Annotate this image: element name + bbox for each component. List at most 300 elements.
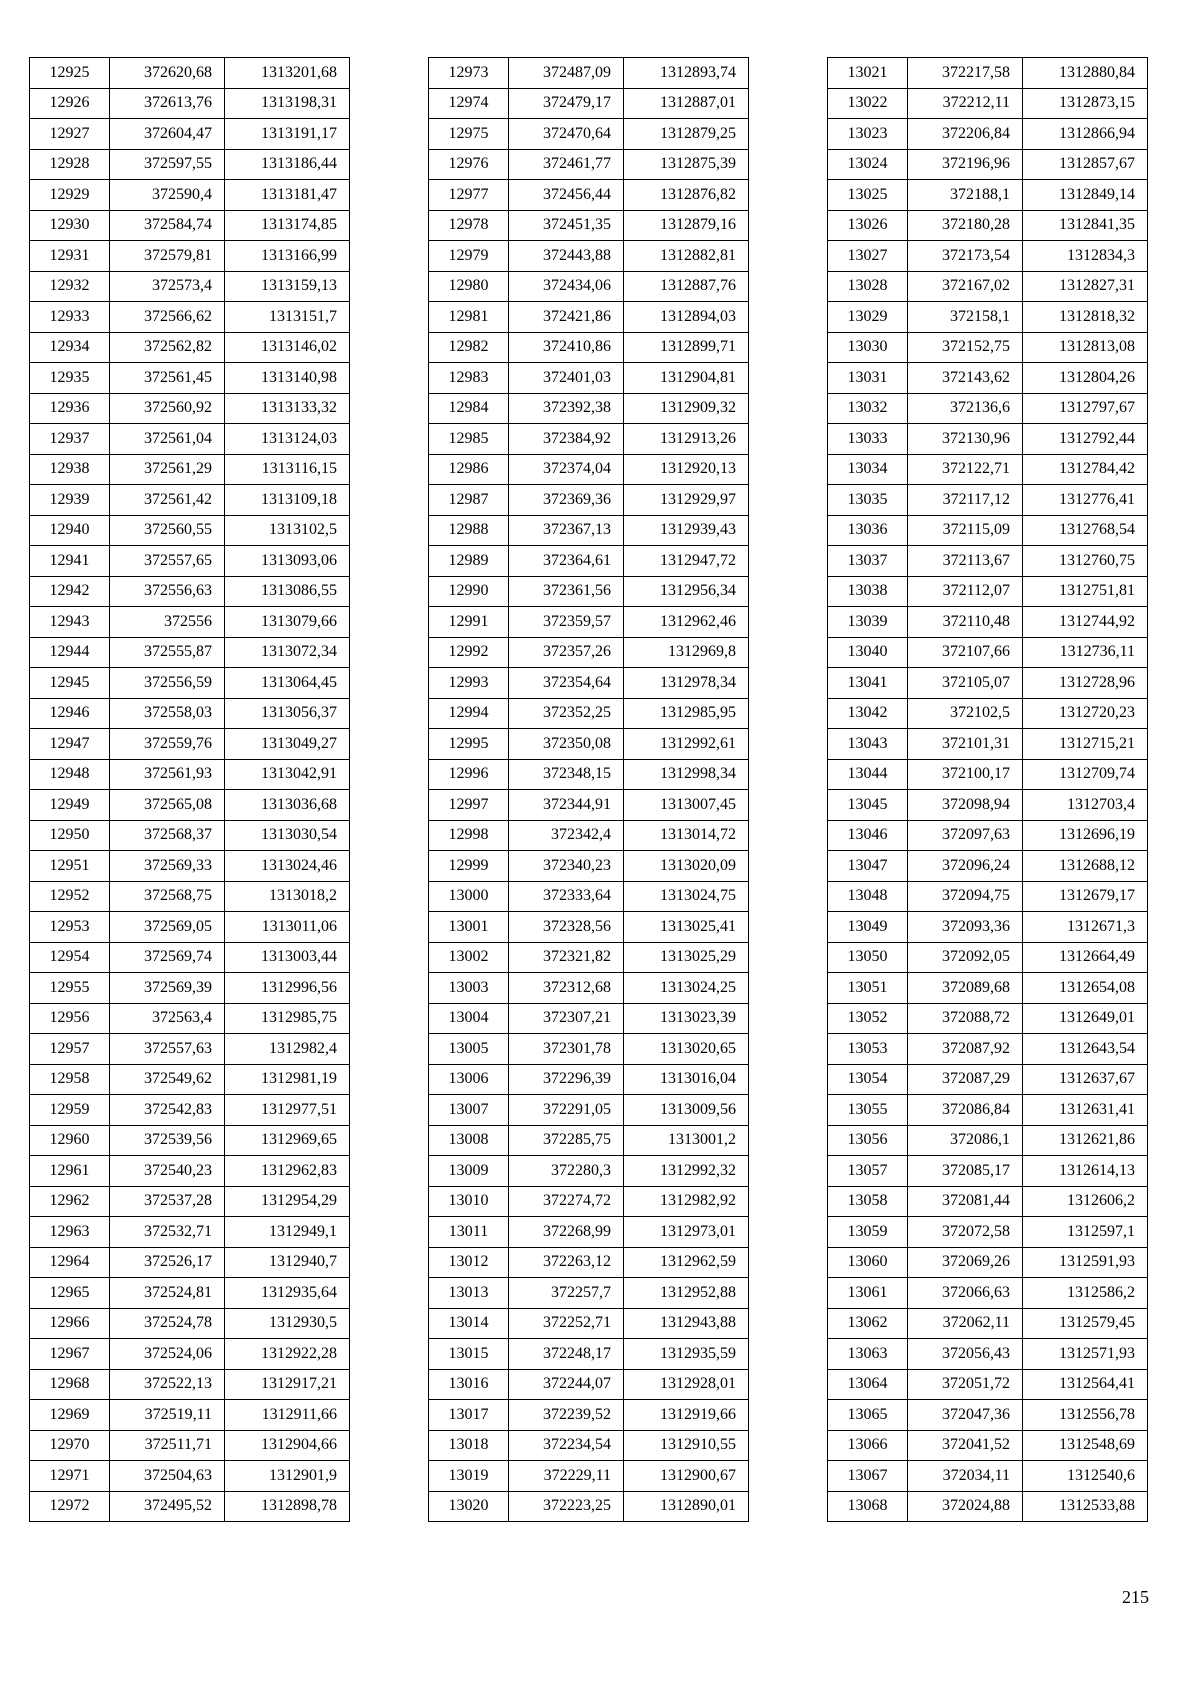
y-coordinate-cell: 1312919,66 — [624, 1400, 749, 1431]
table-row — [30, 515, 350, 546]
x-coordinate-cell: 372537,28 — [110, 1186, 225, 1217]
x-coordinate-cell: 372561,45 — [110, 363, 225, 394]
y-coordinate-cell: 1313020,65 — [624, 1034, 749, 1065]
x-coordinate-cell: 372519,11 — [110, 1400, 225, 1431]
y-coordinate-cell: 1312985,75 — [225, 1003, 350, 1034]
point-number-cell: 12933 — [30, 302, 110, 333]
y-coordinate-cell: 1312894,03 — [624, 302, 749, 333]
x-coordinate-cell: 372105,07 — [908, 668, 1023, 699]
table-row — [429, 1156, 749, 1187]
table-row — [828, 1064, 1148, 1095]
point-number-cell: 13048 — [828, 881, 908, 912]
table-row — [828, 1247, 1148, 1278]
point-number-cell: 12951 — [30, 851, 110, 882]
x-coordinate-cell: 372451,35 — [509, 210, 624, 241]
point-number-cell: 13050 — [828, 942, 908, 973]
point-number-cell: 12994 — [429, 698, 509, 729]
table-row — [828, 149, 1148, 180]
y-coordinate-cell: 1312956,34 — [624, 576, 749, 607]
table-row — [429, 1369, 749, 1400]
y-coordinate-cell: 1312952,88 — [624, 1278, 749, 1309]
x-coordinate-cell: 372558,03 — [110, 698, 225, 729]
table-row — [30, 1400, 350, 1431]
table-row — [429, 576, 749, 607]
x-coordinate-cell: 372524,78 — [110, 1308, 225, 1339]
table-row — [828, 698, 1148, 729]
x-coordinate-cell: 372560,92 — [110, 393, 225, 424]
table-row — [429, 1278, 749, 1309]
x-coordinate-cell: 372568,75 — [110, 881, 225, 912]
y-coordinate-cell: 1312982,4 — [225, 1034, 350, 1065]
x-coordinate-cell: 372102,5 — [908, 698, 1023, 729]
table-row — [828, 210, 1148, 241]
point-number-cell: 13045 — [828, 790, 908, 821]
point-number-cell: 13042 — [828, 698, 908, 729]
y-coordinate-cell: 1313025,41 — [624, 912, 749, 943]
point-number-cell: 13018 — [429, 1430, 509, 1461]
y-coordinate-cell: 1312540,6 — [1023, 1461, 1148, 1492]
x-coordinate-cell: 372556 — [110, 607, 225, 638]
x-coordinate-cell: 372557,65 — [110, 546, 225, 577]
point-number-cell: 12928 — [30, 149, 110, 180]
y-coordinate-cell: 1313049,27 — [225, 729, 350, 760]
point-number-cell: 13054 — [828, 1064, 908, 1095]
point-number-cell: 13024 — [828, 149, 908, 180]
y-coordinate-cell: 1312969,65 — [225, 1125, 350, 1156]
y-coordinate-cell: 1313174,85 — [225, 210, 350, 241]
point-number-cell: 12939 — [30, 485, 110, 516]
y-coordinate-cell: 1313009,56 — [624, 1095, 749, 1126]
table-row — [429, 485, 749, 516]
x-coordinate-cell: 372024,88 — [908, 1491, 1023, 1522]
x-coordinate-cell: 372495,52 — [110, 1491, 225, 1522]
y-coordinate-cell: 1312768,54 — [1023, 515, 1148, 546]
point-number-cell: 13029 — [828, 302, 908, 333]
point-number-cell: 13022 — [828, 88, 908, 119]
point-number-cell: 12991 — [429, 607, 509, 638]
y-coordinate-cell: 1312929,97 — [624, 485, 749, 516]
x-coordinate-cell: 372051,72 — [908, 1369, 1023, 1400]
y-coordinate-cell: 1312904,81 — [624, 363, 749, 394]
table-row — [429, 637, 749, 668]
x-coordinate-cell: 372566,62 — [110, 302, 225, 333]
coordinate-table-1 — [29, 57, 350, 1522]
y-coordinate-cell: 1312879,25 — [624, 119, 749, 150]
x-coordinate-cell: 372350,08 — [509, 729, 624, 760]
x-coordinate-cell: 372561,42 — [110, 485, 225, 516]
x-coordinate-cell: 372561,04 — [110, 424, 225, 455]
y-coordinate-cell: 1312922,28 — [225, 1339, 350, 1370]
point-number-cell: 12956 — [30, 1003, 110, 1034]
point-number-cell: 13053 — [828, 1034, 908, 1065]
y-coordinate-cell: 1313020,09 — [624, 851, 749, 882]
y-coordinate-cell: 1313023,39 — [624, 1003, 749, 1034]
table-row — [828, 515, 1148, 546]
table-row — [30, 607, 350, 638]
y-coordinate-cell: 1313198,31 — [225, 88, 350, 119]
table-row — [429, 1064, 749, 1095]
table-row — [828, 576, 1148, 607]
table-row — [429, 149, 749, 180]
y-coordinate-cell: 1313166,99 — [225, 241, 350, 272]
y-coordinate-cell: 1312910,55 — [624, 1430, 749, 1461]
table-row — [828, 332, 1148, 363]
point-number-cell: 12986 — [429, 454, 509, 485]
table-row — [429, 1095, 749, 1126]
table-row — [828, 1186, 1148, 1217]
point-number-cell: 12962 — [30, 1186, 110, 1217]
x-coordinate-cell: 372361,56 — [509, 576, 624, 607]
y-coordinate-cell: 1313072,34 — [225, 637, 350, 668]
table-row — [30, 576, 350, 607]
point-number-cell: 12958 — [30, 1064, 110, 1095]
x-coordinate-cell: 372569,33 — [110, 851, 225, 882]
table-row — [30, 210, 350, 241]
y-coordinate-cell: 1312930,5 — [225, 1308, 350, 1339]
point-number-cell: 12963 — [30, 1217, 110, 1248]
table-row — [429, 1034, 749, 1065]
y-coordinate-cell: 1312977,51 — [225, 1095, 350, 1126]
y-coordinate-cell: 1312882,81 — [624, 241, 749, 272]
x-coordinate-cell: 372556,63 — [110, 576, 225, 607]
table-row — [30, 302, 350, 333]
y-coordinate-cell: 1312982,92 — [624, 1186, 749, 1217]
point-number-cell: 12968 — [30, 1369, 110, 1400]
point-number-cell: 13068 — [828, 1491, 908, 1522]
x-coordinate-cell: 372094,75 — [908, 881, 1023, 912]
x-coordinate-cell: 372434,06 — [509, 271, 624, 302]
x-coordinate-cell: 372590,4 — [110, 180, 225, 211]
table-row — [429, 1308, 749, 1339]
table-row — [828, 973, 1148, 1004]
table-row — [30, 149, 350, 180]
table-row — [828, 881, 1148, 912]
point-number-cell: 13028 — [828, 271, 908, 302]
table-row — [828, 668, 1148, 699]
x-coordinate-cell: 372401,03 — [509, 363, 624, 394]
y-coordinate-cell: 1312940,7 — [225, 1247, 350, 1278]
point-number-cell: 12981 — [429, 302, 509, 333]
x-coordinate-cell: 372274,72 — [509, 1186, 624, 1217]
point-number-cell: 13012 — [429, 1247, 509, 1278]
x-coordinate-cell: 372069,26 — [908, 1247, 1023, 1278]
y-coordinate-cell: 1312920,13 — [624, 454, 749, 485]
x-coordinate-cell: 372088,72 — [908, 1003, 1023, 1034]
table-row — [429, 698, 749, 729]
point-number-cell: 13058 — [828, 1186, 908, 1217]
table-row — [828, 58, 1148, 89]
table-row — [828, 851, 1148, 882]
x-coordinate-cell: 372173,54 — [908, 241, 1023, 272]
table-row — [828, 1400, 1148, 1431]
y-coordinate-cell: 1312899,71 — [624, 332, 749, 363]
y-coordinate-cell: 1312606,2 — [1023, 1186, 1148, 1217]
y-coordinate-cell: 1312875,39 — [624, 149, 749, 180]
table-row — [828, 637, 1148, 668]
table-row — [429, 1247, 749, 1278]
table-row — [30, 1461, 350, 1492]
y-coordinate-cell: 1312913,26 — [624, 424, 749, 455]
y-coordinate-cell: 1312614,13 — [1023, 1156, 1148, 1187]
y-coordinate-cell: 1312901,9 — [225, 1461, 350, 1492]
point-number-cell: 13039 — [828, 607, 908, 638]
point-number-cell: 12988 — [429, 515, 509, 546]
x-coordinate-cell: 372096,24 — [908, 851, 1023, 882]
point-number-cell: 12937 — [30, 424, 110, 455]
table-row — [429, 58, 749, 89]
y-coordinate-cell: 1312954,29 — [225, 1186, 350, 1217]
x-coordinate-cell: 372086,84 — [908, 1095, 1023, 1126]
y-coordinate-cell: 1313024,46 — [225, 851, 350, 882]
table-row — [30, 1430, 350, 1461]
y-coordinate-cell: 1312688,12 — [1023, 851, 1148, 882]
table-row — [828, 1308, 1148, 1339]
point-number-cell: 12954 — [30, 942, 110, 973]
y-coordinate-cell: 1312631,41 — [1023, 1095, 1148, 1126]
y-coordinate-cell: 1313201,68 — [225, 58, 350, 89]
x-coordinate-cell: 372443,88 — [509, 241, 624, 272]
x-coordinate-cell: 372584,74 — [110, 210, 225, 241]
y-coordinate-cell: 1312744,92 — [1023, 607, 1148, 638]
y-coordinate-cell: 1313030,54 — [225, 820, 350, 851]
y-coordinate-cell: 1313086,55 — [225, 576, 350, 607]
table-row — [429, 729, 749, 760]
table-row — [30, 851, 350, 882]
point-number-cell: 13019 — [429, 1461, 509, 1492]
point-number-cell: 13009 — [429, 1156, 509, 1187]
x-coordinate-cell: 372539,56 — [110, 1125, 225, 1156]
y-coordinate-cell: 1312818,32 — [1023, 302, 1148, 333]
x-coordinate-cell: 372117,12 — [908, 485, 1023, 516]
table-row — [429, 1430, 749, 1461]
table-row — [828, 1095, 1148, 1126]
point-number-cell: 12931 — [30, 241, 110, 272]
x-coordinate-cell: 372532,71 — [110, 1217, 225, 1248]
x-coordinate-cell: 372597,55 — [110, 149, 225, 180]
table-row — [30, 942, 350, 973]
point-number-cell: 12957 — [30, 1034, 110, 1065]
point-number-cell: 12925 — [30, 58, 110, 89]
x-coordinate-cell: 372087,92 — [908, 1034, 1023, 1065]
table-row — [828, 759, 1148, 790]
x-coordinate-cell: 372504,63 — [110, 1461, 225, 1492]
x-coordinate-cell: 372167,02 — [908, 271, 1023, 302]
point-number-cell: 12974 — [429, 88, 509, 119]
table-row — [30, 881, 350, 912]
x-coordinate-cell: 372234,54 — [509, 1430, 624, 1461]
table-row — [429, 759, 749, 790]
point-number-cell: 12975 — [429, 119, 509, 150]
table-row — [828, 942, 1148, 973]
table-row — [828, 485, 1148, 516]
point-number-cell: 13067 — [828, 1461, 908, 1492]
y-coordinate-cell: 1313056,37 — [225, 698, 350, 729]
x-coordinate-cell: 372285,75 — [509, 1125, 624, 1156]
table-row — [429, 973, 749, 1004]
x-coordinate-cell: 372374,04 — [509, 454, 624, 485]
y-coordinate-cell: 1312866,94 — [1023, 119, 1148, 150]
table-row — [30, 119, 350, 150]
point-number-cell: 13023 — [828, 119, 908, 150]
x-coordinate-cell: 372522,13 — [110, 1369, 225, 1400]
table-row — [429, 393, 749, 424]
x-coordinate-cell: 372280,3 — [509, 1156, 624, 1187]
x-coordinate-cell: 372342,4 — [509, 820, 624, 851]
point-number-cell: 12961 — [30, 1156, 110, 1187]
x-coordinate-cell: 372113,67 — [908, 546, 1023, 577]
point-number-cell: 13041 — [828, 668, 908, 699]
point-number-cell: 13044 — [828, 759, 908, 790]
y-coordinate-cell: 1312849,14 — [1023, 180, 1148, 211]
x-coordinate-cell: 372062,11 — [908, 1308, 1023, 1339]
x-coordinate-cell: 372561,93 — [110, 759, 225, 790]
point-number-cell: 12966 — [30, 1308, 110, 1339]
table-row — [429, 210, 749, 241]
point-number-cell: 12996 — [429, 759, 509, 790]
table-row — [429, 1491, 749, 1522]
point-number-cell: 13026 — [828, 210, 908, 241]
table-row — [429, 820, 749, 851]
y-coordinate-cell: 1313003,44 — [225, 942, 350, 973]
x-coordinate-cell: 372047,36 — [908, 1400, 1023, 1431]
point-number-cell: 12940 — [30, 515, 110, 546]
point-number-cell: 13016 — [429, 1369, 509, 1400]
point-number-cell: 13066 — [828, 1430, 908, 1461]
point-number-cell: 12947 — [30, 729, 110, 760]
table-row — [429, 424, 749, 455]
table-row — [429, 912, 749, 943]
table-row — [30, 58, 350, 89]
table-row — [828, 546, 1148, 577]
table-row — [30, 637, 350, 668]
point-number-cell: 13006 — [429, 1064, 509, 1095]
x-coordinate-cell: 372223,25 — [509, 1491, 624, 1522]
point-number-cell: 13036 — [828, 515, 908, 546]
y-coordinate-cell: 1312898,78 — [225, 1491, 350, 1522]
x-coordinate-cell: 372565,08 — [110, 790, 225, 821]
y-coordinate-cell: 1312904,66 — [225, 1430, 350, 1461]
y-coordinate-cell: 1312784,42 — [1023, 454, 1148, 485]
x-coordinate-cell: 372560,55 — [110, 515, 225, 546]
table-row — [30, 729, 350, 760]
point-number-cell: 13003 — [429, 973, 509, 1004]
y-coordinate-cell: 1313036,68 — [225, 790, 350, 821]
x-coordinate-cell: 372556,59 — [110, 668, 225, 699]
x-coordinate-cell: 372524,81 — [110, 1278, 225, 1309]
y-coordinate-cell: 1312992,32 — [624, 1156, 749, 1187]
point-number-cell: 13063 — [828, 1339, 908, 1370]
point-number-cell: 12979 — [429, 241, 509, 272]
x-coordinate-cell: 372568,37 — [110, 820, 225, 851]
y-coordinate-cell: 1313146,02 — [225, 332, 350, 363]
point-number-cell: 13015 — [429, 1339, 509, 1370]
table-row — [828, 302, 1148, 333]
x-coordinate-cell: 372569,05 — [110, 912, 225, 943]
table-row — [30, 1186, 350, 1217]
point-number-cell: 12969 — [30, 1400, 110, 1431]
y-coordinate-cell: 1312943,88 — [624, 1308, 749, 1339]
table-row — [828, 1491, 1148, 1522]
table-row — [30, 180, 350, 211]
y-coordinate-cell: 1312841,35 — [1023, 210, 1148, 241]
y-coordinate-cell: 1312696,19 — [1023, 820, 1148, 851]
table-row — [30, 1369, 350, 1400]
table-row — [429, 119, 749, 150]
point-number-cell: 13031 — [828, 363, 908, 394]
table-row — [30, 1278, 350, 1309]
x-coordinate-cell: 372296,39 — [509, 1064, 624, 1095]
point-number-cell: 12944 — [30, 637, 110, 668]
table-row — [828, 1369, 1148, 1400]
x-coordinate-cell: 372340,23 — [509, 851, 624, 882]
y-coordinate-cell: 1312564,41 — [1023, 1369, 1148, 1400]
point-number-cell: 13004 — [429, 1003, 509, 1034]
table-row — [30, 363, 350, 394]
table-row — [828, 1125, 1148, 1156]
y-coordinate-cell: 1312548,69 — [1023, 1430, 1148, 1461]
x-coordinate-cell: 372487,09 — [509, 58, 624, 89]
point-number-cell: 12952 — [30, 881, 110, 912]
x-coordinate-cell: 372152,75 — [908, 332, 1023, 363]
x-coordinate-cell: 372212,11 — [908, 88, 1023, 119]
table-row — [30, 332, 350, 363]
point-number-cell: 12935 — [30, 363, 110, 394]
table-row — [30, 1217, 350, 1248]
table-row — [30, 1095, 350, 1126]
point-number-cell: 13030 — [828, 332, 908, 363]
table-row — [828, 1156, 1148, 1187]
x-coordinate-cell: 372307,21 — [509, 1003, 624, 1034]
x-coordinate-cell: 372034,11 — [908, 1461, 1023, 1492]
table-row — [30, 973, 350, 1004]
x-coordinate-cell: 372579,81 — [110, 241, 225, 272]
table-row — [429, 546, 749, 577]
point-number-cell: 12965 — [30, 1278, 110, 1309]
x-coordinate-cell: 372257,7 — [509, 1278, 624, 1309]
x-coordinate-cell: 372456,44 — [509, 180, 624, 211]
coordinate-table-2 — [428, 57, 749, 1522]
y-coordinate-cell: 1312949,1 — [225, 1217, 350, 1248]
table-row — [30, 1491, 350, 1522]
x-coordinate-cell: 372107,66 — [908, 637, 1023, 668]
x-coordinate-cell: 372089,68 — [908, 973, 1023, 1004]
x-coordinate-cell: 372461,77 — [509, 149, 624, 180]
point-number-cell: 12970 — [30, 1430, 110, 1461]
x-coordinate-cell: 372357,26 — [509, 637, 624, 668]
y-coordinate-cell: 1312834,3 — [1023, 241, 1148, 272]
point-number-cell: 12984 — [429, 393, 509, 424]
table-row — [429, 363, 749, 394]
x-coordinate-cell: 372410,86 — [509, 332, 624, 363]
point-number-cell: 12938 — [30, 454, 110, 485]
point-number-cell: 13061 — [828, 1278, 908, 1309]
table-row — [30, 698, 350, 729]
point-number-cell: 12998 — [429, 820, 509, 851]
y-coordinate-cell: 1312962,59 — [624, 1247, 749, 1278]
x-coordinate-cell: 372312,68 — [509, 973, 624, 1004]
y-coordinate-cell: 1312637,67 — [1023, 1064, 1148, 1095]
y-coordinate-cell: 1313102,5 — [225, 515, 350, 546]
y-coordinate-cell: 1312947,72 — [624, 546, 749, 577]
x-coordinate-cell: 372066,63 — [908, 1278, 1023, 1309]
point-number-cell: 12976 — [429, 149, 509, 180]
point-number-cell: 13021 — [828, 58, 908, 89]
table-row — [30, 668, 350, 699]
x-coordinate-cell: 372559,76 — [110, 729, 225, 760]
table-row — [30, 393, 350, 424]
x-coordinate-cell: 372524,06 — [110, 1339, 225, 1370]
x-coordinate-cell: 372549,62 — [110, 1064, 225, 1095]
